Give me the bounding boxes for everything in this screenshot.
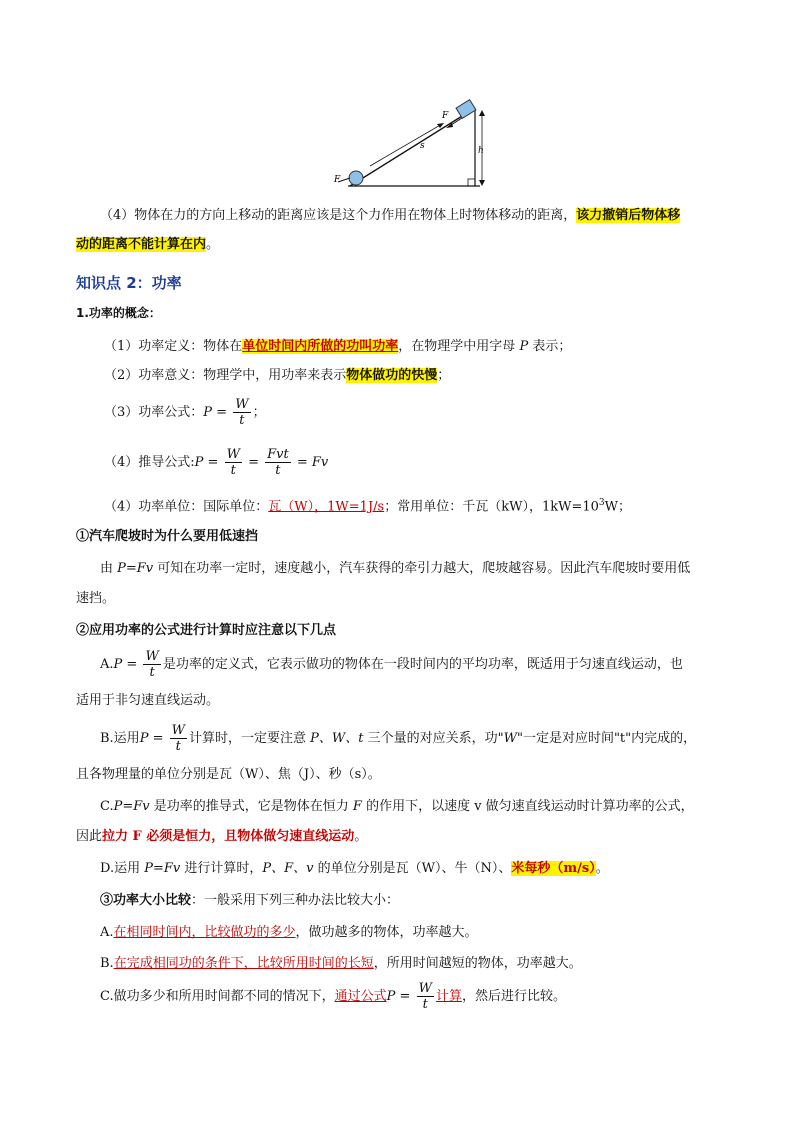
- derive-fraction-1: [225, 447, 242, 478]
- formula-denominator: t: [239, 413, 245, 428]
- meaning-end: ；: [437, 368, 451, 383]
- derive-line: [104, 446, 328, 480]
- q2-D-label: D.运用: [100, 861, 145, 876]
- para4-highlight-2: 动的距离不能计算在内: [76, 237, 207, 252]
- q3-heading-rest: ：一般采用下列三种办法比较大小：: [191, 893, 400, 908]
- unit-line: [104, 494, 631, 516]
- q2-D-text: 进行计算时，: [180, 861, 263, 876]
- q3-heading-line: [100, 892, 399, 910]
- derive-numerator-1: W: [226, 447, 240, 462]
- q2-C-line2-end: 。: [354, 829, 368, 844]
- label-F-bottom: F: [334, 175, 341, 185]
- definition-text: （1）功率定义：物体在: [104, 339, 243, 354]
- concept-heading: 1.功率的概念：: [76, 306, 161, 320]
- q2-D-formula: P=Fv: [144, 861, 181, 876]
- q2-B-line1: [100, 722, 696, 756]
- q2-B-numerator: W: [171, 723, 185, 738]
- q2-D-text-2: 的单位分别是瓦（W）、牛（N）、: [313, 861, 512, 876]
- derive-label: （4）推导公式:: [104, 455, 195, 470]
- label-s: s: [420, 141, 425, 151]
- q2-D-vars: P、F、v: [262, 861, 314, 876]
- q2-B-text: 计算时，一定要注意: [188, 731, 311, 746]
- incline-diagram: [330, 98, 490, 190]
- derive-result: Fv: [311, 455, 329, 470]
- formula-end: ；: [252, 405, 266, 420]
- q3-A-text: ，做功越多的物体，功率越大。: [295, 925, 478, 940]
- para4-text: （4）物体在力的方向上移动的距离应该是这个力作用在物体上时物体移动的距离，: [100, 208, 577, 223]
- para4-line1: [100, 207, 680, 225]
- unit-superscript: 3: [598, 498, 605, 508]
- q2-D-end: 。: [595, 861, 609, 876]
- q3-C-numerator: W: [418, 981, 432, 996]
- q3-C-fraction: [417, 981, 434, 1012]
- formula-line: [104, 396, 266, 430]
- derive-equals-1: =: [203, 455, 223, 470]
- q3-C-denominator: t: [422, 997, 428, 1012]
- q1-heading: ①汽车爬坡时为什么要用低速挡: [76, 529, 259, 544]
- formula-equals: =: [212, 405, 232, 420]
- q1-line2: 速挡。: [76, 591, 116, 606]
- q2-A-text: 是功率的定义式，它表示做功的物体在一段时间内的平均功率，既适用于匀速直线运动，也: [162, 657, 683, 672]
- q2-B-label: B.运用: [100, 731, 140, 746]
- q2-A-line1: [100, 648, 683, 682]
- q1-text-2: 可知在功率一定时，速度越小，汽车获得的牵引力越大，爬坡越容易。因此汽车爬坡时要用低: [153, 561, 691, 576]
- formula-fraction: [233, 397, 250, 428]
- unit-red: 瓦（W），1W=1J/s: [268, 499, 385, 515]
- q3-C-red-1: 通过公式: [334, 989, 387, 1004]
- unit-text: （4）功率单位：国际单位：: [104, 499, 269, 515]
- q2-heading: ②应用功率的公式进行计算时应注意以下几点: [76, 623, 337, 638]
- definition-text-2: ，在物理学中用字母: [398, 339, 520, 354]
- q3-C-text-2: ，然后进行比较。: [461, 989, 566, 1004]
- q2-A-line2: 适用于非匀速直线运动。: [76, 693, 220, 708]
- formula-label: （3）功率公式：: [104, 405, 204, 420]
- q2-C-label: C.: [100, 799, 114, 814]
- label-F-top: F: [442, 111, 449, 121]
- q3-C-symbol: P: [386, 989, 396, 1004]
- derive-fraction-2: [265, 447, 291, 478]
- q2-D-highlight: 米每秒（m/s）: [511, 861, 596, 876]
- unit-text-2: ；常用单位：千瓦（kW），1kW=10: [384, 499, 599, 515]
- derive-denominator-2: t: [275, 463, 281, 478]
- right-angle-mark: [468, 179, 475, 186]
- meaning-text: （2）功率意义：物理学中，用功率来表示: [104, 368, 347, 383]
- definition-text-3: 表示；: [528, 339, 572, 354]
- meaning-line: [104, 367, 450, 385]
- derive-numerator-2: Fvt: [267, 447, 289, 462]
- q3-B-text: ，所用时间越短的物体，功率越大。: [373, 956, 582, 971]
- q2-A-fraction: [143, 649, 160, 680]
- q3-A-red: 在相同时间内，比较做功的多少: [113, 925, 296, 940]
- q3-heading: ③功率大小比较: [100, 893, 192, 908]
- q2-B-text-3: "一定是对应时间"t"内完成的，: [516, 731, 697, 746]
- q2-B-symbol: P: [139, 731, 149, 746]
- definition-symbol: P: [519, 339, 529, 354]
- q2-A-label: A.: [100, 657, 114, 672]
- q2-C-text-2: 的作用下，以速度 v 做匀速直线运动时计算功率的公式，: [361, 799, 694, 814]
- formula-symbol: P: [203, 405, 213, 420]
- derive-equals-3: =: [292, 455, 312, 470]
- q2-B-equals: =: [148, 731, 168, 746]
- formula-numerator: W: [235, 397, 249, 412]
- para4-highlight-1: 该力撤销后物体移: [576, 208, 681, 223]
- q2-C-line2-text: 因此: [76, 829, 103, 844]
- q2-A-denominator: t: [149, 665, 155, 680]
- q1-text: 由: [100, 561, 118, 576]
- q2-C-text: 是功率的推导式，它是物体在恒力: [149, 799, 353, 814]
- q2-A-equals: =: [122, 657, 142, 672]
- q2-C-line2-red: 拉力 F 必须是恒力，且物体做匀速直线运动: [102, 829, 355, 844]
- displacement-arrow: [370, 124, 442, 166]
- block-top: [456, 100, 476, 119]
- meaning-highlight: 物体做功的快慢: [346, 368, 438, 383]
- para4-end: 。: [206, 237, 220, 252]
- para4-line2: [76, 236, 219, 254]
- height-arrowhead-up: [479, 110, 485, 116]
- block-bottom: [349, 171, 363, 185]
- unit-end: W；: [604, 499, 631, 515]
- q2-B-denominator: t: [175, 739, 181, 754]
- q2-B-vars: P、W、t: [310, 731, 364, 746]
- derive-equals-2: =: [243, 455, 264, 470]
- definition-line: [104, 338, 571, 356]
- definition-highlight: 单位时间内所做的功叫功率: [242, 339, 399, 354]
- q3-C-line: [100, 980, 566, 1014]
- q2-C-line1: [100, 798, 694, 816]
- q2-A-symbol: P: [113, 657, 123, 672]
- label-h: h: [478, 146, 484, 156]
- derive-symbol: P: [194, 455, 204, 470]
- q2-A-numerator: W: [145, 649, 159, 664]
- incline-slope: [350, 108, 475, 186]
- q2-C-line2: [76, 828, 367, 846]
- height-arrowhead-down: [479, 180, 485, 186]
- q3-A-line: [100, 924, 478, 942]
- q3-C-equals: =: [395, 989, 415, 1004]
- q2-B-text-2: 三个量的对应关系，功": [363, 731, 504, 746]
- q2-D-line: [100, 860, 609, 878]
- q3-B-label: B.: [100, 956, 114, 971]
- q2-B-line2: 且各物理量的单位分别是瓦（W）、焦（J）、秒（s）。: [76, 767, 381, 782]
- q2-B-fraction: [170, 723, 187, 754]
- derive-denominator-1: t: [230, 463, 236, 478]
- q2-C-formula: P=Fv: [113, 799, 150, 814]
- q3-B-line: [100, 955, 582, 973]
- q2-C-F: F: [352, 799, 362, 814]
- q1-line1: [100, 560, 690, 578]
- section-title: 知识点 2：功率: [76, 274, 182, 292]
- q1-formula: P=Fv: [117, 561, 154, 576]
- q3-C-text: C.做功多少和所用时间都不同的情况下，: [100, 989, 335, 1004]
- q3-B-red: 在完成相同功的条件下，比较所用时间的长短: [113, 956, 374, 971]
- q2-B-W: W: [503, 731, 517, 746]
- q3-A-label: A.: [100, 925, 114, 940]
- q3-C-red-2: 计算: [435, 989, 462, 1004]
